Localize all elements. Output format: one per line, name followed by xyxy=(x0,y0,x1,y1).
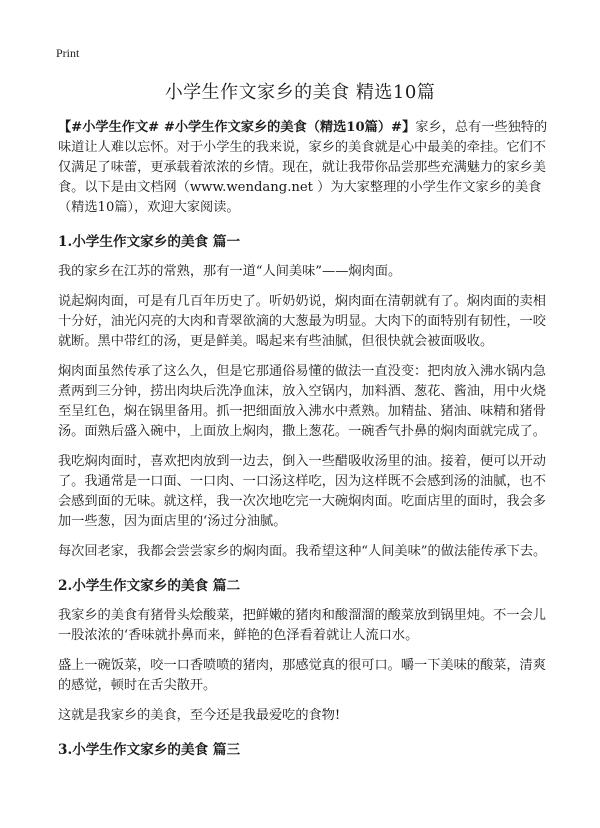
section-heading-1: 1.小学生作文家乡的美食 篇一 xyxy=(58,234,241,250)
section-1-paragraph-5: 每次回老家，我都会尝尝家乡的焖肉面。我希望这种“人间美味”的做法能传承下去。 xyxy=(58,544,547,559)
document-body xyxy=(58,118,550,760)
intro-text: 家乡，总有一些独特的味道让人难以忘怀。对于小学生的我来说，家乡的美食就是心中最美的牵挂。它们不仅满足了味蕾，更承载着浓浓的乡情。现在，就让我带你品尝那些充满魅力的家乡美食。以下是由文档网（www.wendang.net ）为大家整理的小学生作文家乡的美食（精选10篇），欢迎大家阅读。 xyxy=(58,120,548,215)
page-title: 小学生作文家乡的美食 精选10篇 xyxy=(164,82,436,103)
intro-bold-lead: 【#小学生作文# #小学生作文家乡的美食（精选10篇）#】 xyxy=(58,120,416,135)
section-heading-3: 3.小学生作文家乡的美食 篇三 xyxy=(58,742,241,758)
section-1-paragraph-1: 我的家乡在江苏的常熟，那有一道“人间美味”——焖肉面。 xyxy=(58,264,402,279)
section-1-paragraph-2: 说起焖肉面，可是有几百年历史了。听奶奶说，焖肉面在清朝就有了。焖肉面的卖相十分好，油光闪亮的大肉和青翠欲滴的大葱最为明显。大肉下的面特别有韧性，一咬就断。黑中带红的汤，更是鲜美。喝起来有些油腻，但很快就会被面吸收。 xyxy=(58,294,546,349)
section-2-paragraph-2: 盛上一碗饭菜，咬一口香喷喷的猪肉，那感觉真的很可口。嚼一下美味的酸菜，清爽的感觉，顿时在舌尖散开。 xyxy=(58,658,546,693)
section-2-paragraph-1: 我家乡的美食有猪骨头烩酸菜，把鲜嫩的猪肉和酸溜溜的酸菜放到锅里炖。不一会儿一股浓浓的‘香味就扑鼻而来，鲜艳的色泽看着就让人流口水。 xyxy=(58,608,546,643)
section-2-paragraph-3: 这就是我家乡的美食，至今还是我最爱吃的食物! xyxy=(58,708,341,723)
intro-paragraph xyxy=(58,118,550,218)
section-heading-2: 2.小学生作文家乡的美食 篇二 xyxy=(58,578,241,594)
section-1-paragraph-3: 焖肉面虽然传承了这么久，但是它那通俗易懂的做法一直没变：把肉放入沸水锅内急煮两到三分钟，捞出肉块后洗净血沫，放入空锅内，加料酒、葱花、酱油，用中火烧至呈红色，焖在锅里备用。抓一把细面放入沸水中煮熟。加精盐、猪油、味精和猪骨汤。面熟后盛入碗中，上面放上焖肉，撒上葱花。一碗香气扑鼻的焖肉面就完成了。 xyxy=(58,364,546,439)
section-1-paragraph-4: 我吃焖肉面时，喜欢把肉放到一边去，倒入一些醋吸收汤里的油。接着，便可以开动了。我通常是一口面、一口肉、一口汤这样吃，因为这样既不会感到汤的油腻，也不会感到面的无味。就这样，我一次次地吃完一大碗焖肉面。吃面店里的面时，我会多加一些葱，因为面店里的‘汤过分油腻。 xyxy=(58,454,546,529)
print-label: Print xyxy=(56,46,80,60)
